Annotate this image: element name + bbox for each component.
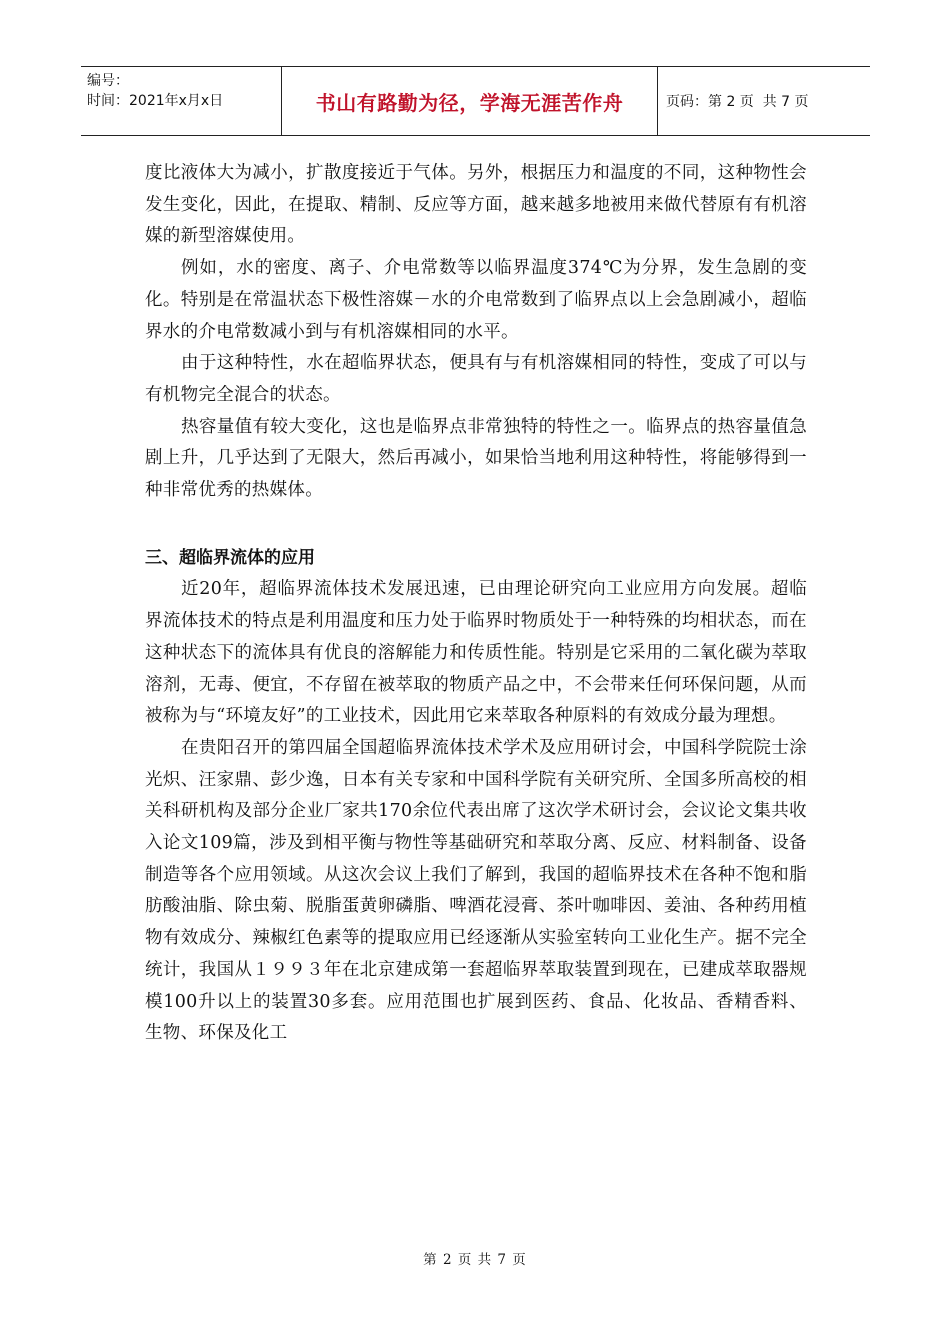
header-left-cell <box>81 67 281 135</box>
page-footer: 第 2 页 共 7 页 <box>423 1252 527 1268</box>
header-motto-cell <box>281 67 658 135</box>
body-paragraph: 由于这种特性，水在超临界状态，便具有与有机溶媒相同的特性，变成了可以与有机物完全混合的状态。 <box>145 353 807 405</box>
header-page-info: 页码：第 2 页 共 7 页 <box>666 94 809 110</box>
page-header <box>81 66 870 136</box>
header-motto: 书山有路勤为径，学海无涯苦作舟 <box>315 90 624 115</box>
body-paragraph: 近20年，超临界流体技术发展迅速，已由理论研究向工业应用方向发展。超临界流体技术的特点是利用温度和压力处于临界时物质处于一种特殊的均相状态，而在这种状态下的流体具有优良的溶解能力和传质性能。特别是它采用的二氧化碳为萃取溶剂，无毒、便宜，不存留在被萃取的物质产品之中，不会带来任何环保问题，从而被称为与“环境友好”的工业技术，因此用它来萃取各种原料的有效成分最为理想。 <box>145 579 807 727</box>
body-paragraph: 度比液体大为减小，扩散度接近于气体。另外，根据压力和温度的不同，这种物性会发生变化，因此，在提取、精制、反应等方面，越来越多地被用来做代替原有有机溶媒的新型溶媒使用。 <box>145 163 807 247</box>
serial-number-label: 编号： <box>87 73 129 89</box>
body-paragraph: 在贵阳召开的第四届全国超临界流体技术学术及应用研讨会，中国科学院院士涂光炽、汪家鼎、彭少逸，日本有关专家和中国科学院有关研究所、全国多所高校的相关科研机构及部分企业厂家共170余位代表出席了这次学术研讨会，会议论文集共收入论文109篇，涉及到相平衡与物性等基础研究和萃取分离、反应、材料制备、设备制造等各个应用领域。从这次会议上我们了解到，我国的超临界技术在各种不饱和脂肪酸油脂、除虫菊、脱脂蛋黄卵磷脂、啤酒花浸膏、茶叶咖啡因、姜油、各种药用植物有效成分、辣椒红色素等的提取应用已经逐渐从实验室转向工业化生产。据不完全统计，我国从１９９３年在北京建成第一套超临界萃取装置到现在，已建成萃取器规模100升以上的装置30多套。应用范围也扩展到医药、食品、化妆品、香精香料、生物、环保及化工 <box>145 737 807 1044</box>
body-paragraph: 例如，水的密度、离子、介电常数等以临界温度374℃为分界，发生急剧的变化。特别是在常温状态下极性溶媒－水的介电常数到了临界点以上会急剧减小，超临界水的介电常数减小到与有机溶媒相同的水平。 <box>145 258 807 342</box>
body-paragraph: 热容量值有较大变化，这也是临界点非常独特的特性之一。临界点的热容量值急剧上升，几乎达到了无限大，然后再减小，如果恰当地利用这种特性，将能够得到一种非常优秀的热媒体。 <box>145 416 807 501</box>
document-body <box>145 158 807 1050</box>
section-heading: 三、超临界流体的应用 <box>145 547 315 568</box>
date-line: 时间：2021年x月x日 <box>87 93 224 109</box>
section-spacer <box>145 507 807 543</box>
header-page-cell <box>658 67 870 135</box>
